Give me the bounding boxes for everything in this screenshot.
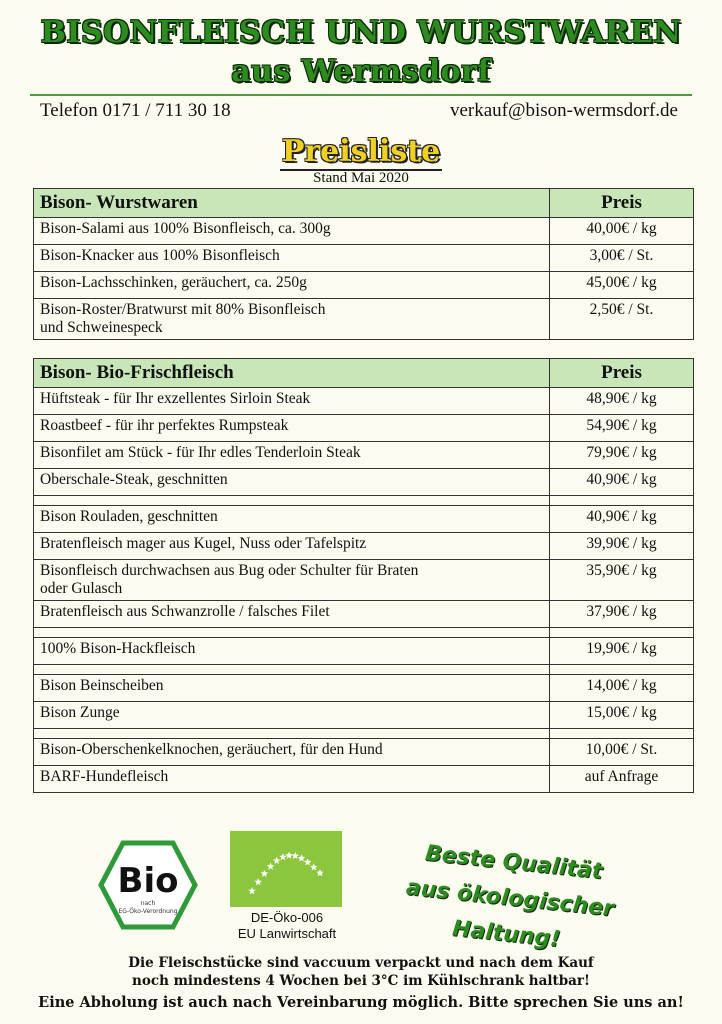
item-name: Roastbeef - für ihr perfektes Rumpsteak: [34, 415, 550, 442]
item-name: Bisonfilet am Stück - für Ihr edles Tenderloin Steak: [34, 442, 550, 469]
item-price: 40,90€ / kg: [550, 506, 694, 533]
item-name: Bison-Knacker aus 100% Bisonfleisch: [34, 245, 550, 272]
table-row: [34, 601, 694, 628]
slogan-line-1: Beste Qualität: [423, 840, 604, 885]
table-row: [34, 442, 694, 469]
item-price: [550, 665, 694, 675]
table-row: [34, 665, 694, 675]
table-row: [34, 415, 694, 442]
eu-label: EU Lanwirtschaft: [237, 926, 337, 941]
table-row: [34, 299, 694, 340]
table-row: [34, 675, 694, 702]
item-price: 14,00€ / kg: [550, 675, 694, 702]
item-name: Bison-Lachsschinken, geräuchert, ca. 250g: [34, 272, 550, 299]
item-name: [34, 665, 550, 675]
item-name: Bison Zunge: [34, 702, 550, 729]
price-header: Preis: [550, 359, 694, 388]
table-row: [34, 506, 694, 533]
item-price: 15,00€ / kg: [550, 702, 694, 729]
page-title: [0, 14, 722, 92]
category-header: Bison- Wurstwaren: [34, 189, 550, 218]
item-name: Hüftsteak - für Ihr exzellentes Sirloin Steak: [34, 388, 550, 415]
item-name: Bisonfleisch durchwachsen aus Bug oder Schulter für Braten oder Gulasch: [34, 560, 550, 601]
title-line-1: BISONFLEISCH UND WURSTWAREN: [40, 15, 682, 50]
item-price: 10,00€ / St.: [550, 739, 694, 766]
footer-note-2: noch mindestens 4 Wochen bei 3°C im Kühlschrank haltbar!: [132, 973, 590, 989]
item-name: Bison-Roster/Bratwurst mit 80% Bisonfleisch und Schweinespeck: [34, 299, 550, 340]
item-price: [550, 628, 694, 638]
item-name: [34, 729, 550, 739]
quality-slogan: [355, 830, 665, 969]
footer-note-3: Eine Abholung ist auch nach Vereinbarung möglich. Bitte sprechen Sie uns an!: [38, 994, 684, 1011]
bio-seal-text: Bio: [117, 861, 179, 901]
table-row: [34, 702, 694, 729]
table-row: [34, 272, 694, 299]
table-row: [34, 729, 694, 739]
eu-control-code: DE-Öko-006: [250, 910, 324, 925]
item-price: 35,90€ / kg: [550, 560, 694, 601]
item-name: BARF-Hundefleisch: [34, 766, 550, 793]
table-row: [34, 739, 694, 766]
item-price: 79,90€ / kg: [550, 442, 694, 469]
item-price: 40,00€ / kg: [550, 218, 694, 245]
price-header: Preis: [550, 189, 694, 218]
item-name: Oberschale-Steak, geschnitten: [34, 469, 550, 496]
table-row: [34, 766, 694, 793]
item-name: Bison Beinscheiben: [34, 675, 550, 702]
item-price: 54,90€ / kg: [550, 415, 694, 442]
sausage-price-table: [33, 188, 694, 340]
item-price: 48,90€ / kg: [550, 388, 694, 415]
category-header: Bison- Bio-Frischfleisch: [34, 359, 550, 388]
title-line-2: aus Wermsdorf: [231, 54, 491, 89]
table-row: [34, 388, 694, 415]
table-row: [34, 245, 694, 272]
eu-organic-caption: [222, 910, 352, 942]
item-price: 2,50€ / St.: [550, 299, 694, 340]
slogan-line-2: aus ökologischer Haltung!: [404, 875, 616, 953]
bio-seal-sub2: EG-Öko-Verordnung: [118, 908, 178, 915]
footer-note-1: Die Fleischstücke sind vaccuum verpackt und nach dem Kauf: [128, 955, 594, 971]
fresh-meat-price-table: [33, 358, 694, 793]
item-price: 3,00€ / St.: [550, 245, 694, 272]
table-header-row: [34, 359, 694, 388]
item-name: 100% Bison-Hackfleisch: [34, 638, 550, 665]
item-price: 37,90€ / kg: [550, 601, 694, 628]
price-list-title-text: Preisliste: [281, 134, 441, 169]
item-price: 40,90€ / kg: [550, 469, 694, 496]
item-name: Bison-Salami aus 100% Bisonfleisch, ca. 300g: [34, 218, 550, 245]
item-price: auf Anfrage: [550, 766, 694, 793]
header-divider: [30, 94, 692, 96]
table-row: [34, 218, 694, 245]
email-address[interactable]: verkauf@bison-wermsdorf.de: [449, 100, 678, 121]
table-row: [34, 469, 694, 496]
item-name: Bison-Oberschenkelknochen, geräuchert, für den Hund: [34, 739, 550, 766]
item-name: Bison Rouladen, geschnitten: [34, 506, 550, 533]
phone-number: Telefon 0171 / 711 30 18: [40, 100, 231, 121]
table-row: [34, 628, 694, 638]
table-header-row: [34, 189, 694, 218]
item-name: Bratenfleisch mager aus Kugel, Nuss oder Tafelspitz: [34, 533, 550, 560]
price-list-date: Stand Mai 2020: [313, 170, 409, 186]
item-price: [550, 496, 694, 506]
table-row: [34, 533, 694, 560]
bio-seal-logo: [98, 840, 198, 930]
eu-organic-logo: [230, 831, 342, 907]
item-name: [34, 496, 550, 506]
table-row: [34, 638, 694, 665]
price-list-title: [0, 134, 722, 170]
bio-seal-sub1: nach: [140, 900, 156, 907]
item-name: Bratenfleisch aus Schwanzrolle / falsches Filet: [34, 601, 550, 628]
table-row: [34, 560, 694, 601]
item-price: 45,00€ / kg: [550, 272, 694, 299]
table-row: [34, 496, 694, 506]
item-name: [34, 628, 550, 638]
item-price: 19,90€ / kg: [550, 638, 694, 665]
item-price: 39,90€ / kg: [550, 533, 694, 560]
item-price: [550, 729, 694, 739]
